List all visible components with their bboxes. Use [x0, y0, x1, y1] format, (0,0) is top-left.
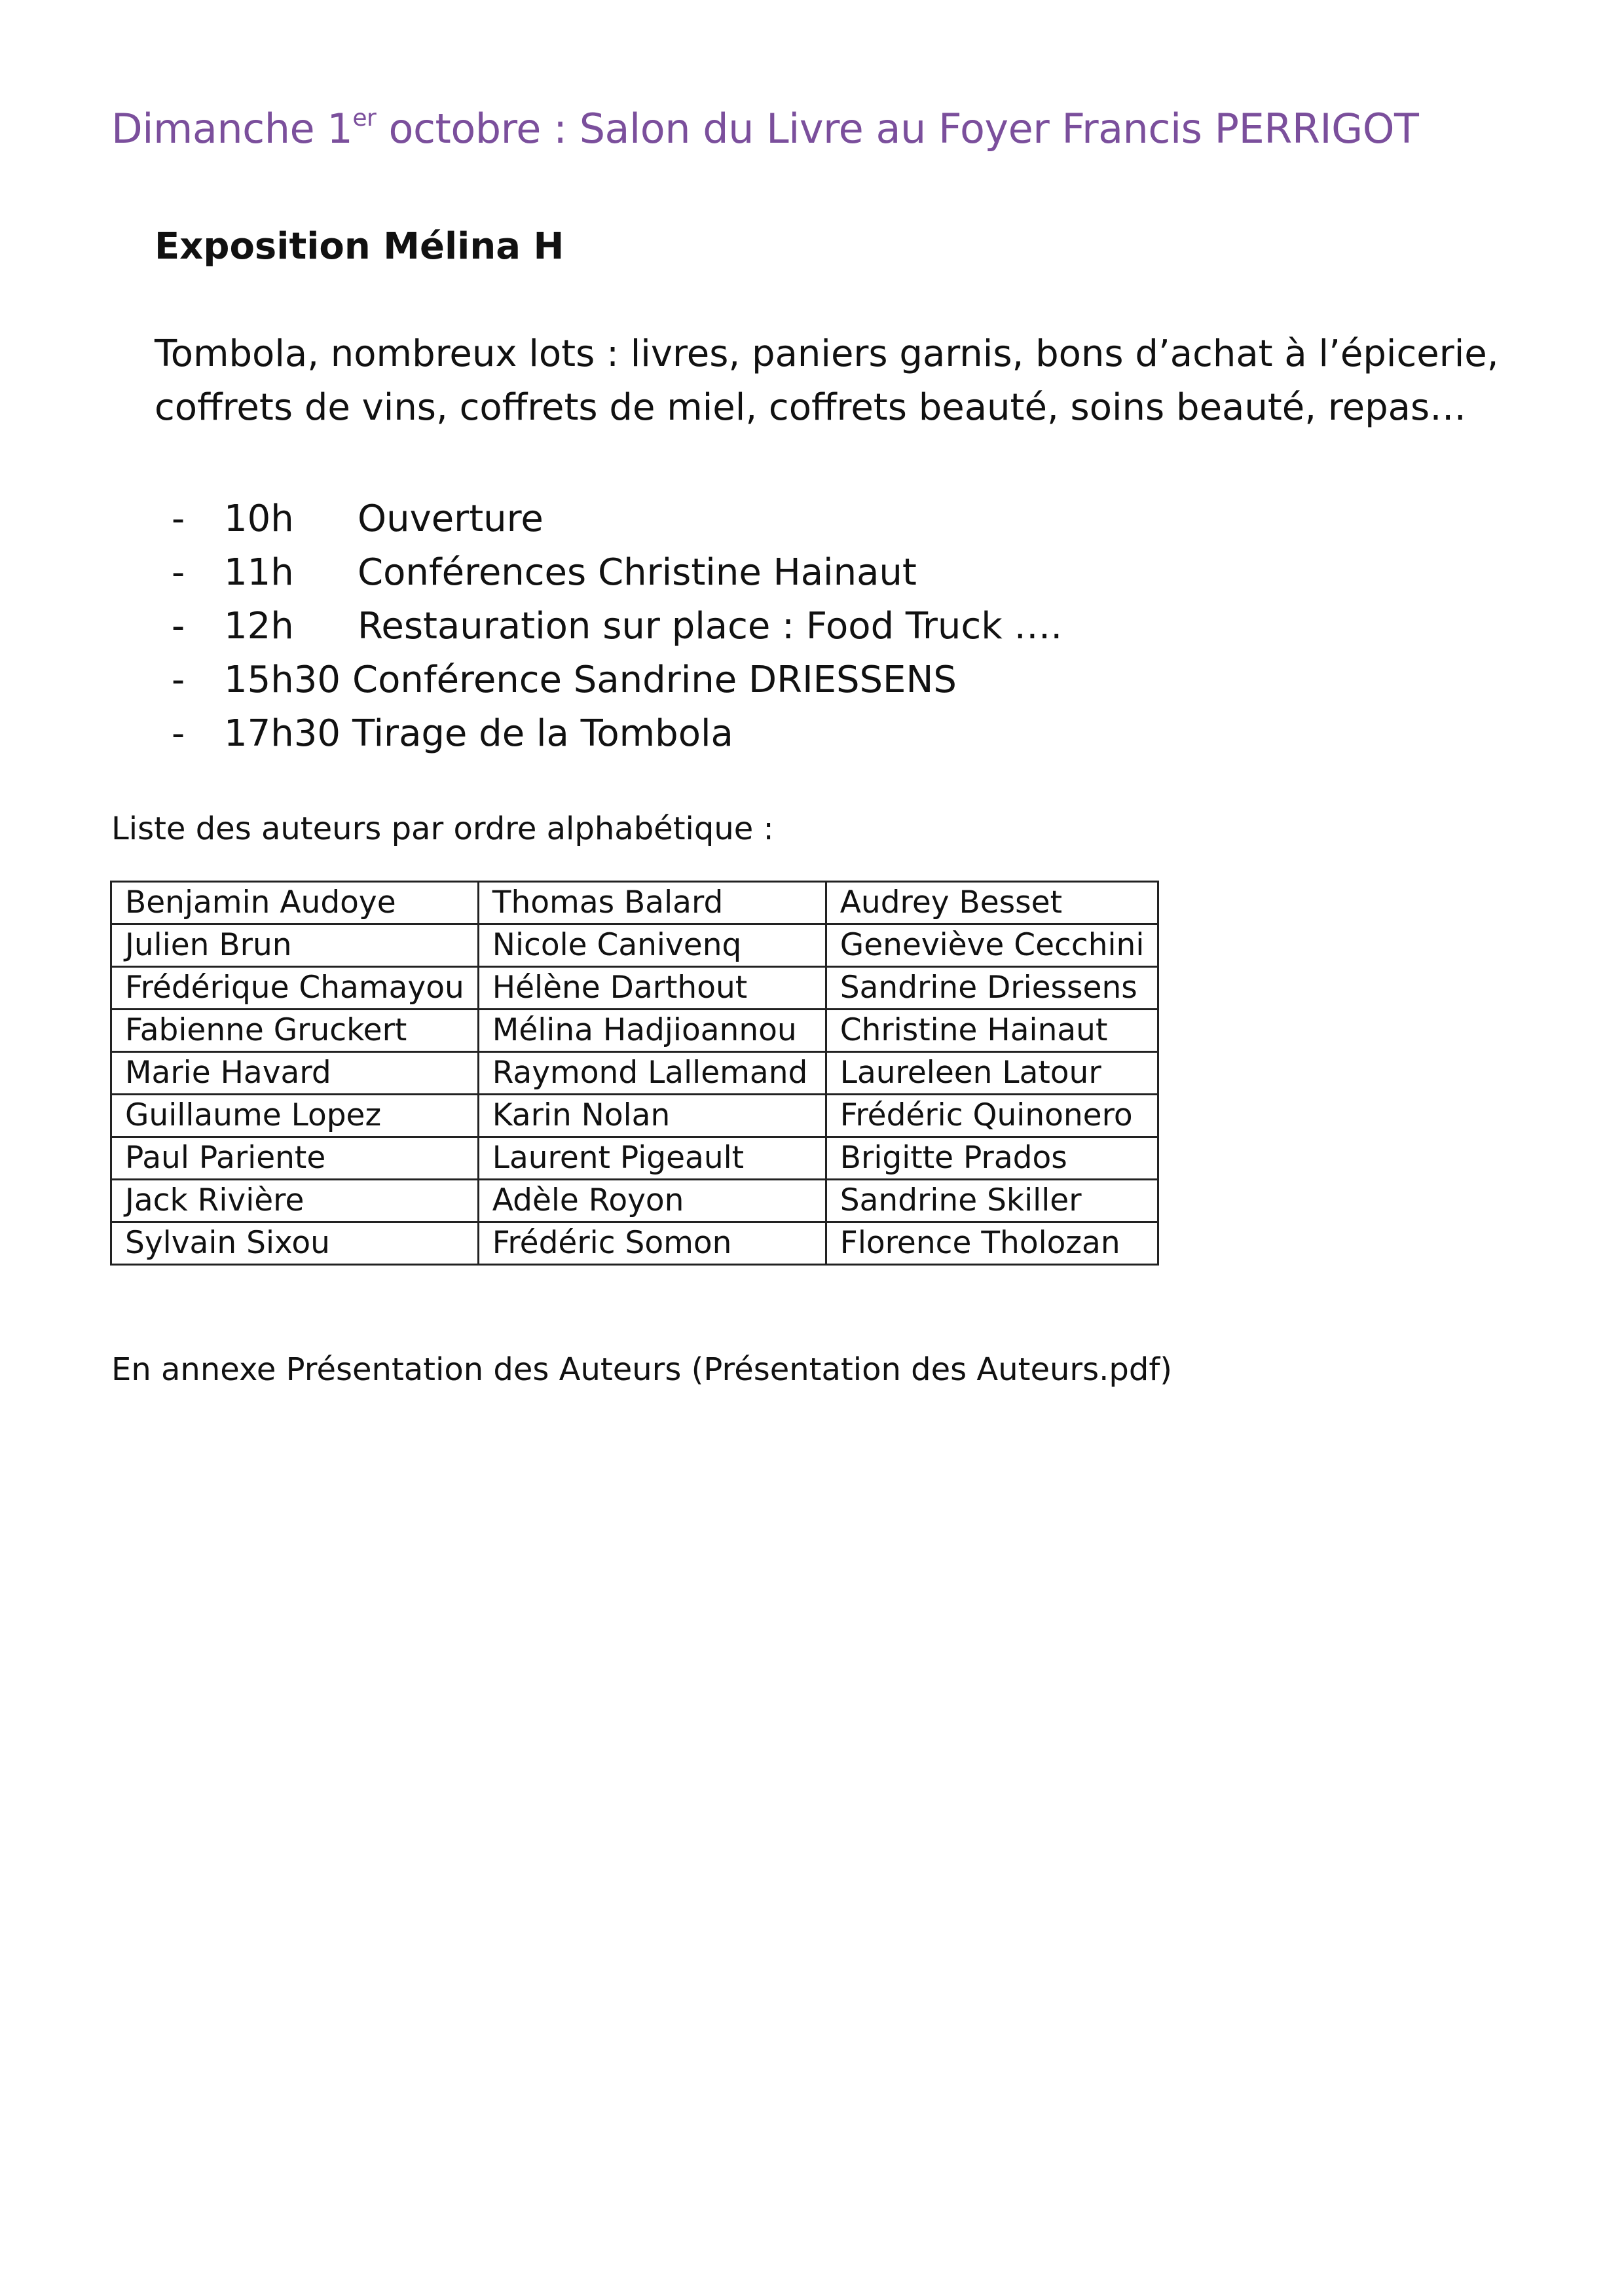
- author-cell: Karin Nolan: [478, 1095, 826, 1137]
- title-superscript: er: [352, 105, 377, 132]
- author-cell: Julien Brun: [111, 924, 479, 967]
- author-cell: Paul Pariente: [111, 1137, 479, 1180]
- tombola-line-2: coffrets de vins, coffrets de miel, coffrets beauté, soins beauté, repas…: [155, 386, 1467, 429]
- schedule-label: Tirage de la Tombola: [352, 712, 733, 755]
- author-cell: Adèle Royon: [478, 1180, 826, 1222]
- title-end: octobre : Salon du Livre au Foyer Francis PERRIGOT: [376, 105, 1419, 153]
- schedule-time: 11h: [224, 551, 294, 594]
- author-cell: Benjamin Audoye: [111, 882, 479, 924]
- author-cell: Sandrine Driessens: [826, 967, 1158, 1010]
- author-cell: Fabienne Gruckert: [111, 1010, 479, 1052]
- author-cell: Mélina Hadjioannou: [478, 1010, 826, 1052]
- table-row: [111, 1010, 1158, 1052]
- schedule-label: Ouverture: [358, 498, 544, 540]
- author-cell: Nicole Canivenq: [478, 924, 826, 967]
- schedule-time: 15h30: [224, 659, 341, 701]
- author-cell: Jack Rivière: [111, 1180, 479, 1222]
- list-bullet: -: [172, 605, 185, 647]
- author-cell: Christine Hainaut: [826, 1010, 1158, 1052]
- exposition-heading: Exposition Mélina H: [155, 225, 564, 268]
- authors-heading: Liste des auteurs par ordre alphabétique :: [111, 811, 774, 847]
- table-row: [111, 1052, 1158, 1095]
- author-cell: Frédéric Somon: [478, 1222, 826, 1265]
- authors-table: [110, 881, 1159, 1266]
- table-row: [111, 967, 1158, 1010]
- schedule-time: 12h: [224, 605, 294, 647]
- author-cell: Brigitte Prados: [826, 1137, 1158, 1180]
- table-row: [111, 882, 1158, 924]
- author-cell: Frédérique Chamayou: [111, 967, 479, 1010]
- author-cell: Frédéric Quinonero: [826, 1095, 1158, 1137]
- table-row: [111, 924, 1158, 967]
- table-row: [111, 1222, 1158, 1265]
- schedule-label: Conférence Sandrine DRIESSENS: [352, 659, 957, 701]
- annexe-note: En annexe Présentation des Auteurs (Présentation des Auteurs.pdf): [111, 1351, 1172, 1388]
- author-cell: Marie Havard: [111, 1052, 479, 1095]
- author-cell: Geneviève Cecchini: [826, 924, 1158, 967]
- author-cell: Hélène Darthout: [478, 967, 826, 1010]
- tombola-line-1: Tombola, nombreux lots : livres, paniers garnis, bons d’achat à l’épicerie,: [155, 333, 1499, 375]
- list-bullet: -: [172, 659, 185, 701]
- author-cell: Florence Tholozan: [826, 1222, 1158, 1265]
- author-cell: Laureleen Latour: [826, 1052, 1158, 1095]
- table-row: [111, 1180, 1158, 1222]
- schedule-time: 10h: [224, 498, 294, 540]
- schedule-label: Restauration sur place : Food Truck ….: [358, 605, 1063, 647]
- page-title: [111, 105, 1418, 153]
- author-cell: Raymond Lallemand: [478, 1052, 826, 1095]
- schedule-time: 17h30: [224, 712, 341, 755]
- schedule-label: Conférences Christine Hainaut: [358, 551, 917, 594]
- list-bullet: -: [172, 498, 185, 540]
- author-cell: Thomas Balard: [478, 882, 826, 924]
- title-start: Dimanche 1: [111, 105, 353, 153]
- author-cell: Laurent Pigeault: [478, 1137, 826, 1180]
- table-row: [111, 1137, 1158, 1180]
- author-cell: Sandrine Skiller: [826, 1180, 1158, 1222]
- tombola-paragraph: [155, 327, 1562, 435]
- list-bullet: -: [172, 551, 185, 594]
- author-cell: Guillaume Lopez: [111, 1095, 479, 1137]
- author-cell: Audrey Besset: [826, 882, 1158, 924]
- table-row: [111, 1095, 1158, 1137]
- list-bullet: -: [172, 712, 185, 755]
- author-cell: Sylvain Sixou: [111, 1222, 479, 1265]
